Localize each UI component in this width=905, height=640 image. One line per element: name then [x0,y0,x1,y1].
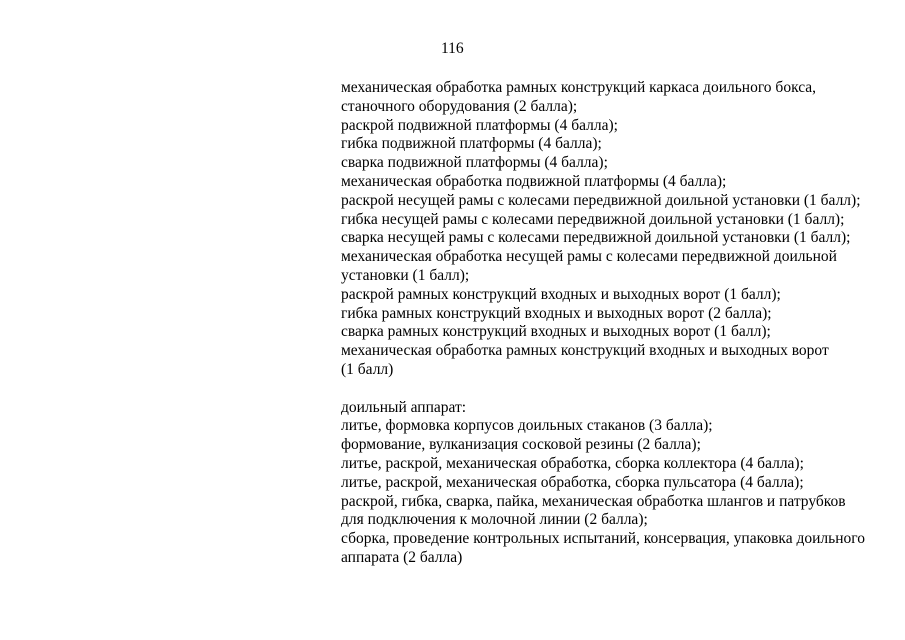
text-line: раскрой подвижной платформы (4 балла); [341,116,618,134]
text-line: гибка подвижной платформы (4 балла); [341,135,602,153]
text-line: установки (1 балл); [341,266,470,284]
text-line: формование, вулканизация сосковой резины (2 балла); [341,436,701,454]
text-line: сборка, проведение контрольных испытаний, консервация, упаковка доильного [341,530,865,548]
text-line: сварка рамных конструкций входных и выходных ворот (1 балл); [341,323,771,341]
page-number: 116 [441,40,464,57]
text-line: гибка рамных конструкций входных и выходных ворот (2 балла); [341,304,772,322]
text-line: раскрой, гибка, сварка, пайка, механическая обработка шлангов и патрубков [341,492,846,510]
text-line: литье, формовка корпусов доильных стаканов (3 балла); [341,417,713,435]
text-line: аппарата (2 балла) [341,548,463,566]
text-line: раскрой рамных конструкций входных и выходных ворот (1 балл); [341,285,781,303]
text-line: для подключения к молочной линии (2 балла); [341,511,648,529]
document-body [341,79,881,568]
text-line: литье, раскрой, механическая обработка, сборка пульсатора (4 балла); [341,473,804,491]
text-line: механическая обработка несущей рамы с колесами передвижной доильной [341,248,837,266]
text-line: раскрой несущей рамы с колесами передвижной доильной установки (1 балл); [341,191,861,209]
text-line: гибка несущей рамы с колесами передвижной доильной установки (1 балл); [341,210,845,228]
text-line: сварка несущей рамы с колесами передвижной доильной установки (1 балл); [341,229,851,247]
text-line: (1 балл) [341,360,394,378]
text-line: механическая обработка рамных конструкций входных и выходных ворот [341,342,829,360]
text-line: механическая обработка подвижной платформы (4 балла); [341,172,727,190]
text-line: сварка подвижной платформы (4 балла); [341,154,608,172]
section-heading: доильный аппарат: [341,398,467,416]
text-line: литье, раскрой, механическая обработка, сборка коллектора (4 балла); [341,454,804,472]
paragraph-gap [341,380,881,399]
text-line: станочного оборудования (2 балла); [341,97,578,115]
text-line: механическая обработка рамных конструкций каркаса доильного бокса, [341,79,817,96]
